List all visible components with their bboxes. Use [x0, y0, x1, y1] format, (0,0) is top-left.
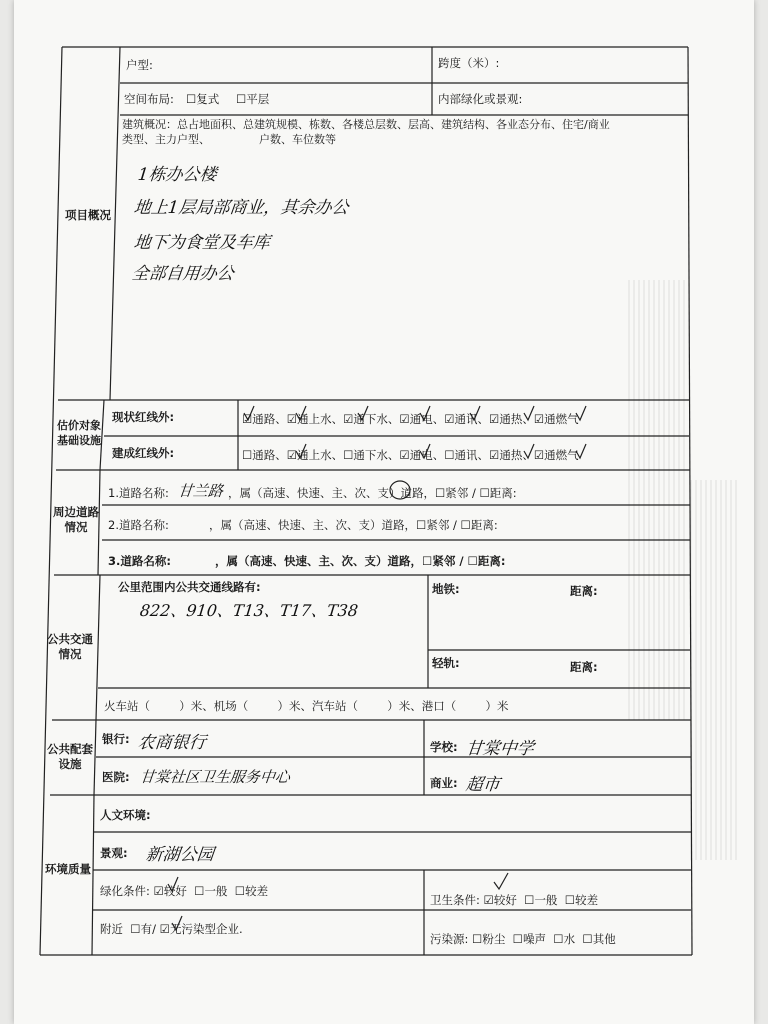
section-public-transit: 公共交通情况 [47, 632, 93, 661]
metro-label: 地铁: [432, 582, 460, 596]
project-desc-line2: 类型、主力户型、 户数、车位数等 [122, 133, 336, 146]
road3-line: 3.道路名称: ，属（高速、快速、主、次、支）道路，☐紧邻 / ☐距离: [108, 554, 506, 568]
project-handwriting-4: 全部自用办公 [130, 264, 235, 284]
road1-prefix: 1.道路名称: [108, 486, 169, 500]
section-infrastructure: 估价对象基础设施 [57, 419, 101, 447]
nearby-polluting-enterprise[interactable]: 附近 ☐有/ ☑无污染型企业. [100, 922, 243, 936]
infra-planned-label: 建成红线外: [112, 446, 175, 460]
bank-handwriting: 农商银行 [136, 733, 207, 753]
layout-option-flat[interactable]: ☐平层 [236, 92, 270, 106]
section-project-overview: 项目概况 [65, 208, 111, 222]
hygiene-condition[interactable]: 卫生条件: ☑较好 ☐一般 ☐较差 [430, 893, 599, 907]
road1-details: ，属（高速、快速、主、次、支）道路，☐紧邻 / ☐距离: [228, 486, 517, 500]
light-rail-distance-label: 距离: [570, 660, 598, 674]
check-marks [168, 406, 586, 930]
stations-distances: 火车站（ ）米、机场（ ）米、汽车站（ ）米、港口（ ）米 [104, 699, 509, 713]
greening-condition[interactable]: 绿化条件: ☑较好 ☐一般 ☐较差 [100, 884, 269, 898]
pollution-sources[interactable]: 污染源: ☐粉尘 ☐噪声 ☐水 ☐其他 [430, 932, 616, 946]
field-kuadu-label: 跨度（米）: [438, 56, 500, 70]
project-handwriting-3: 地下为食堂及车库 [132, 233, 271, 253]
bank-label: 银行: [102, 732, 130, 746]
road2-line: 2.道路名称: ，属（高速、快速、主、次、支）道路，☐紧邻 / ☐距离: [108, 518, 498, 532]
scenery-handwriting: 新湖公园 [144, 845, 215, 865]
bus-routes-label: 公里范围内公共交通线路有: [118, 580, 261, 594]
metro-distance-label: 距离: [570, 584, 598, 598]
infra-current-label: 现状红线外: [112, 410, 175, 424]
section-surrounding-roads: 周边道路情况 [53, 505, 99, 534]
humanity-environment-label: 人文环境: [100, 808, 151, 822]
project-handwriting-2: 地上1层局部商业，其余办公 [132, 198, 350, 218]
scenery-label: 景观: [100, 846, 128, 860]
commerce-label: 商业: [430, 776, 458, 790]
infra-planned-checkboxes[interactable]: ☐通路、☑通上水、☐通下水、☑通电、☐通讯、☑通热、☑通燃气 [242, 448, 579, 462]
section-environment-quality: 环境质量 [45, 862, 91, 876]
field-layout-label: 空间布局: [124, 92, 174, 106]
section-public-facilities: 公共配套设施 [47, 742, 93, 771]
bus-routes-handwriting: 822、910、T13、T17、T38 [138, 601, 360, 620]
hospital-label: 医院: [102, 770, 130, 784]
infra-current-checkboxes[interactable]: ☑通路、☑通上水、☑通下水、☑通电、☑通讯、☑通热、☑通燃气 [242, 412, 579, 426]
project-handwriting-1: 1栋办公楼 [136, 165, 218, 185]
commerce-handwriting: 超市 [464, 775, 501, 795]
project-desc-line1: 建筑概况：总占地面积、总建筑规模、栋数、各楼总层数、层高、建筑结构、各业态分布、住宅/商业 [122, 118, 610, 131]
field-green-view-label: 内部绿化或景观: [438, 92, 523, 106]
field-huxing-label: 户型: [126, 58, 153, 72]
road1-name-handwriting: 甘兰路 [177, 482, 224, 500]
hospital-handwriting: 甘棠社区卫生服务中心 [139, 768, 291, 786]
school-label: 学校: [430, 740, 458, 754]
light-rail-label: 轻轨: [432, 656, 460, 670]
layout-option-duplex[interactable]: ☐复式 [186, 92, 220, 106]
school-handwriting: 甘棠中学 [464, 739, 535, 759]
